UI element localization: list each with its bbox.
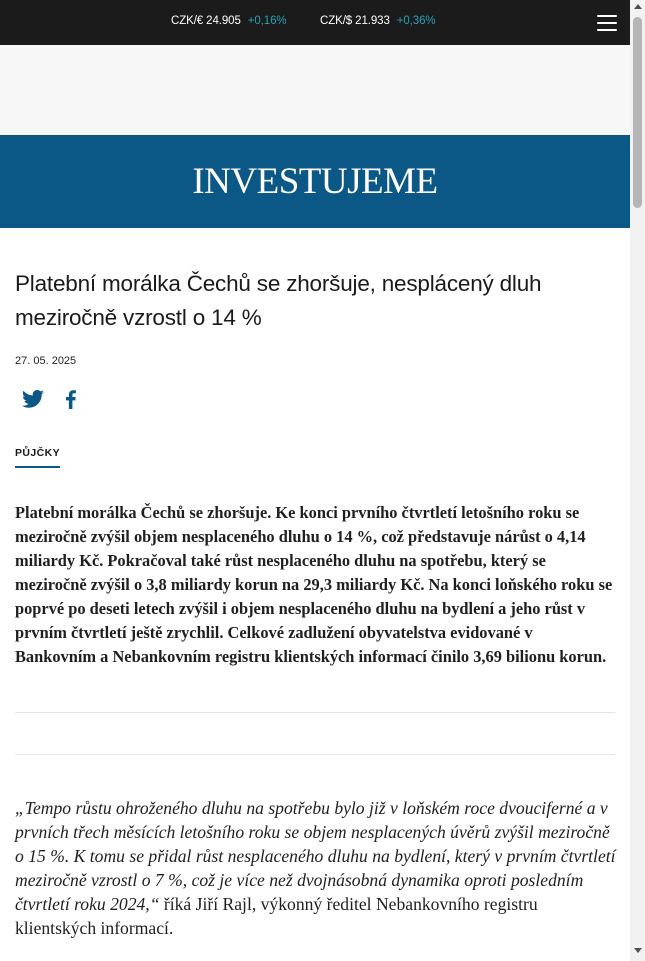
quote-attribution: říká Jiří Rajl, výkonný ředitel Nebankovního registru klientských informací. (15, 894, 538, 938)
quote-text: „Tempo růstu ohroženého dluhu na spotřebu bylo již v loňském roce dvouciferné a v prvních třech měsících letošního roku se objem nesplacených úvěrů zvýšil meziročně o 15 %. K tomu se přidal růst nesplaceného dluhu na bydlení, který v prvním čtvrtletí meziročně vzrostl o 7 %, což je více než dvojnásobná dynamika oproti posledním čtvrtletí roku 2024,“ (15, 798, 616, 914)
ticker-item-eur[interactable] (171, 15, 287, 27)
scroll-up-arrow-icon[interactable] (634, 4, 642, 9)
vertical-scrollbar[interactable] (630, 0, 645, 961)
brand-banner (0, 135, 630, 228)
facebook-share-icon[interactable] (59, 387, 83, 411)
site-logo[interactable]: INVESTUJEME (192, 161, 438, 202)
ticker-change: +0,36% (396, 15, 436, 27)
divider (15, 712, 615, 713)
currency-ticker-bar (0, 0, 630, 45)
ad-placeholder (0, 45, 630, 135)
article-title: Platební morálka Čechů se zhoršuje, nesplácený dluh meziročně vzrostl o 14 % (15, 271, 542, 330)
ticker-pair: CZK/$ 21.933 (320, 15, 390, 27)
ticker-change: +0,16% (247, 15, 287, 27)
article-lead: Platební morálka Čechů se zhoršuje. Ke konci prvního čtvrtletí letošního roku se meziročně zvýšil objem nesplaceného dluhu o 14 %, což představuje nárůst o 4,14 miliardy Kč. Pokračoval také růst nesplaceného dluhu na spotřebu, který se meziročně zvýšil o 3,8 miliardy korun na 29,3 miliardy Kč. Na konci loňského roku se poprvé po deseti letech zvýšil i objem nesplaceného dluhu na bydlení a jeho růst v prvním čtvrtletí ještě zrychlil. Celkové zadlužení obyvatelstva evidované v Bankovním a Nebankovním registru klientských informací činilo 3,69 bilionu korun. (15, 503, 613, 666)
article-quote-paragraph (15, 796, 620, 940)
scrollbar-thumb[interactable] (633, 17, 642, 208)
hamburger-menu-icon[interactable] (597, 14, 617, 31)
article-date: 27. 05. 2025 (15, 355, 77, 367)
category-tag[interactable]: PŮJČKY (15, 447, 60, 468)
divider (15, 754, 615, 755)
twitter-share-icon[interactable] (21, 387, 45, 411)
ticker-pair: CZK/€ 24.905 (171, 15, 241, 27)
ticker-item-usd[interactable] (320, 15, 436, 27)
scroll-down-arrow-icon[interactable] (634, 948, 642, 953)
